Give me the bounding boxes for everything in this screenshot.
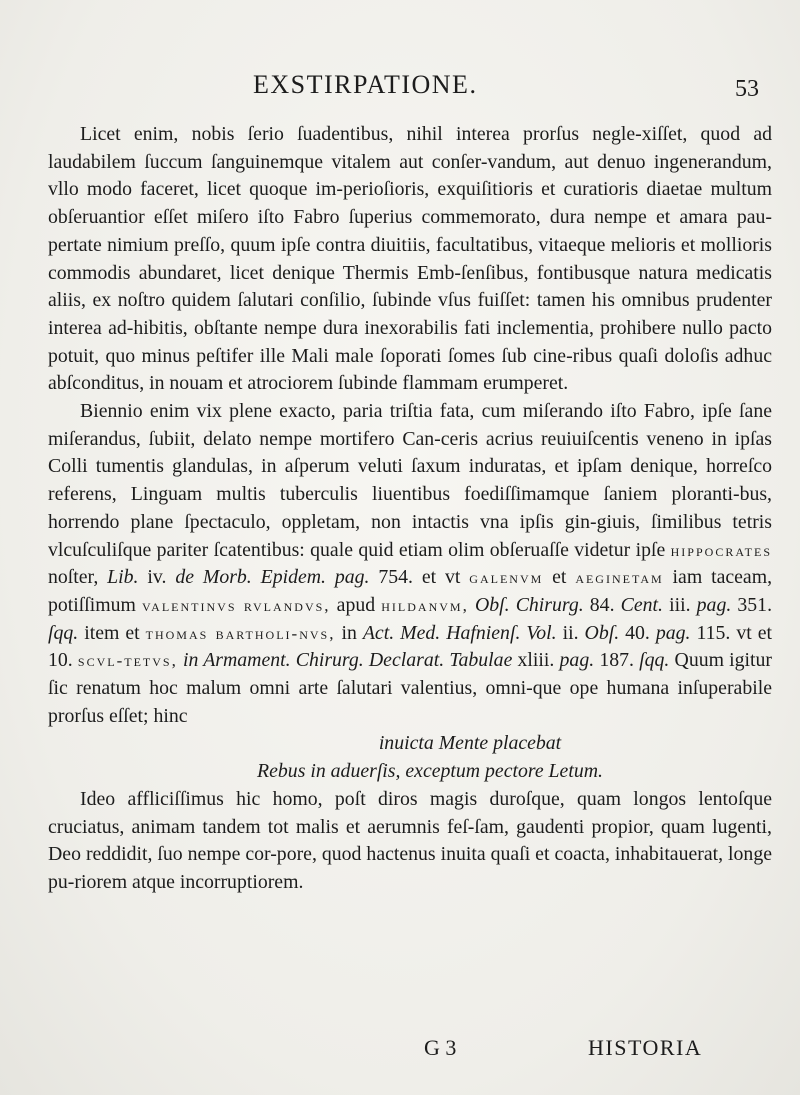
text-run: in Armament. Chirurg. Declarat. Tabulae (183, 649, 513, 672)
text-run: Act. Med. Hafnienſ. Vol. (362, 621, 557, 644)
text-run: Lib. (107, 566, 139, 589)
text-run: 351. (731, 593, 773, 616)
text-run: iv. (138, 566, 176, 589)
text-run: pag. (655, 621, 691, 644)
page-footer (0, 1035, 800, 1065)
signature-mark: G 3 (424, 1035, 457, 1060)
text-run: iam taceam, potiſſimum (48, 566, 773, 616)
running-title: EXSTIRPATIONE. (253, 70, 478, 99)
text-run: ii. (556, 621, 585, 644)
verse-line-2: Rebus in aduerſis, exceptum pectore Letum. (257, 760, 603, 783)
paragraph-3: Ideo affliciſſimus hic homo, poſt diros magis duroſque, quam longos lentoſque cruciatus, animam tandem tot malis et aerumnis feſ-ſam, gaudenti propior, quam lugenti, Deo reddidit, ſuo nempe cor-pore, quod hactenus inuita quaſi et coacta, inhabitauerat, longe pu-riorem atque incorruptiorem. (48, 787, 772, 893)
text-run: galenvm (469, 568, 544, 588)
paragraph-2 (48, 398, 772, 730)
text-run: 187. (594, 649, 640, 672)
text-run: aeginetam (575, 568, 664, 588)
body-text (48, 121, 772, 897)
text-run: Obſ. (584, 621, 620, 644)
text-run: hildanvm, (381, 595, 469, 615)
text-run: noſter, (48, 566, 108, 589)
text-run: thomas bartholi-nvs, (145, 623, 336, 643)
text-run: scvl-tetvs, (77, 651, 178, 671)
text-run: et (543, 566, 576, 589)
text-run: ſqq. (48, 621, 79, 644)
text-run: valentinvs rvlandvs, (142, 595, 331, 615)
text-run: 40. (619, 621, 656, 644)
text-run: Licet enim, nobis ſerio ſuadentibus, nihil interea prorſus negle-xiſſet, quod ad laudabilem ſuccum ſanguinemque vitalem aut conſer-vandum, aut denuo ingenerandum, vllo modo faceret, licet quoque im-perioſioris, exquiſitioris et curatioris diaetae multum obſeruantior eſſet miſero iſto Fabro ſuperius commemorato, dura nempe et amara pau-pertate nimium preſſo, quum ipſe contra diuitiis, facultatibus, vitaeque melioris et mollioris commodis abundaret, licet denique Thermis Emb-ſenſibus, fontibusque natura medicatis aliis, ex noſtro quidem ſalutari conſilio, ſubinde vſus fuiſſet: tamen his omnibus prudenter interea ad-hibitis, obſtante nempe dura inexorabilis fati inclementia, prohibere nullo pacto potuit, quo minus peſtifer ille Mali male ſoporati ſomes ſub cine-ribus quaſi doloſis adhuc abſconditus, in nouam et atrociorem ſubinde flammam erumperet. (48, 123, 772, 395)
text-run: item et (78, 621, 146, 644)
text-run: Biennio enim vix plene exacto, paria triſtia fata, cum miſerando iſto Fabro, ipſe ſane miſerandus, ſubiit, delato nempe mortifero Can-ceris acrius reuiuiſcentis veneno in ipſas Colli tumentis glandulas, in aſperum veluti ſaxum induratas, et ipſam denique, horreſco referens, Linguam multis tuberculis liuentibus foediſſimamque ſaniem ploranti-bus, horrendo plane ſpectaculo, oppletam, non intactis vna ipſis gin-giuis, ſimilibus tetris vlcuſculiſque pariter ſcatentibus: quale quid etiam olim obſeruaſſe videtur ipſe (48, 400, 772, 561)
text-run: ſqq. (639, 649, 670, 672)
verse-line-1: inuicta Mente placebat (378, 732, 562, 755)
page-number: 53 (735, 76, 759, 102)
text-run: Quum igitur ſic renatum hoc malum omni arte ſalutari valentius, omni-que ope humana inſuperabile prorſus eſſet; hinc (48, 649, 773, 727)
running-head (0, 70, 800, 110)
text-run: pag. (696, 593, 732, 616)
text-run: hippocrates (670, 540, 772, 560)
text-run: iii. (662, 593, 697, 616)
text-run: 115. vt et 10. (48, 621, 772, 672)
text-run: Cent. (620, 593, 663, 616)
text-run: 84. (583, 593, 621, 616)
text-run: de Morb. Epidem. pag. (175, 566, 370, 589)
paragraph-1 (48, 121, 772, 398)
text-run: in (335, 621, 363, 644)
text-run: 754. et vt (369, 566, 470, 589)
text-run: Obſ. Chirurg. (474, 593, 584, 616)
text-run: xliii. (512, 649, 560, 672)
text-run: pag. (559, 649, 595, 672)
text-run: apud (330, 593, 382, 616)
catchword: HISTORIA (588, 1035, 703, 1060)
